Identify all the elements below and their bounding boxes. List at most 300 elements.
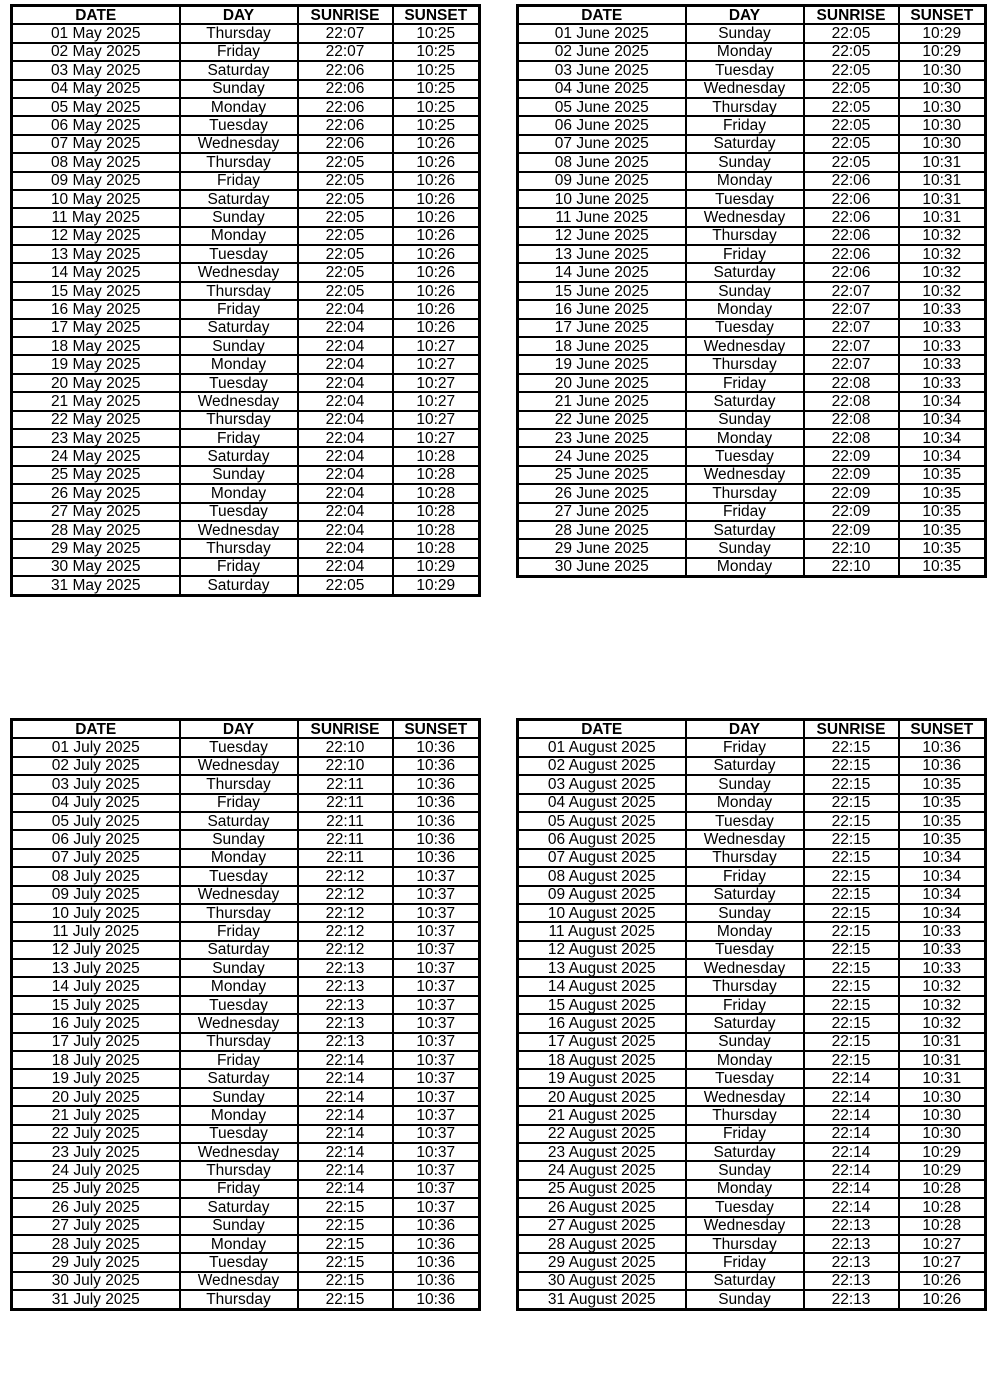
sunset-cell: 10:27 <box>393 429 480 447</box>
sunset-cell: 10:33 <box>899 300 986 318</box>
sunrise-cell: 22:04 <box>298 300 393 318</box>
table-row <box>12 1290 480 1309</box>
day-cell: Sunday <box>180 337 298 355</box>
table-row <box>518 830 986 848</box>
header-date: DATE <box>518 720 686 739</box>
date-cell: 18 August 2025 <box>518 1051 686 1069</box>
table-row <box>518 959 986 977</box>
sunrise-cell: 22:12 <box>298 941 393 959</box>
date-cell: 13 August 2025 <box>518 959 686 977</box>
sunrise-cell: 22:15 <box>804 849 899 867</box>
sunset-cell: 10:31 <box>899 208 986 226</box>
day-cell: Friday <box>180 43 298 61</box>
date-cell: 04 June 2025 <box>518 80 686 98</box>
sunrise-cell: 22:11 <box>298 812 393 830</box>
table-row <box>12 1180 480 1198</box>
table-row <box>518 977 986 995</box>
sunset-cell: 10:34 <box>899 411 986 429</box>
table-row <box>12 977 480 995</box>
sunrise-cell: 22:08 <box>804 429 899 447</box>
day-cell: Wednesday <box>180 1143 298 1161</box>
sunset-cell: 10:36 <box>393 794 480 812</box>
sunset-cell: 10:29 <box>899 1161 986 1179</box>
sunset-cell: 10:28 <box>899 1180 986 1198</box>
sunset-cell: 10:35 <box>899 775 986 793</box>
date-cell: 27 August 2025 <box>518 1217 686 1235</box>
header-row <box>12 6 480 25</box>
date-cell: 04 July 2025 <box>12 794 180 812</box>
sunset-cell: 10:36 <box>393 738 480 756</box>
day-cell: Saturday <box>686 886 804 904</box>
sunset-cell: 10:34 <box>899 429 986 447</box>
table-row <box>518 1161 986 1179</box>
table-row <box>12 1014 480 1032</box>
sunset-cell: 10:26 <box>393 153 480 171</box>
table-row <box>518 812 986 830</box>
day-cell: Monday <box>686 1051 804 1069</box>
sunset-cell: 10:37 <box>393 1014 480 1032</box>
sunrise-cell: 22:15 <box>804 738 899 756</box>
header-sunrise: SUNRISE <box>804 720 899 739</box>
date-cell: 05 July 2025 <box>12 812 180 830</box>
date-cell: 03 July 2025 <box>12 775 180 793</box>
day-cell: Saturday <box>180 576 298 595</box>
day-cell: Wednesday <box>686 1088 804 1106</box>
sun-table-august <box>516 718 987 1311</box>
date-cell: 22 July 2025 <box>12 1125 180 1143</box>
sunset-cell: 10:30 <box>899 61 986 79</box>
table-row <box>518 1217 986 1235</box>
date-cell: 24 July 2025 <box>12 1161 180 1179</box>
date-cell: 30 May 2025 <box>12 558 180 576</box>
sunset-cell: 10:28 <box>393 447 480 465</box>
table-row <box>12 153 480 171</box>
day-cell: Saturday <box>180 447 298 465</box>
sunset-cell: 10:37 <box>393 977 480 995</box>
date-cell: 24 August 2025 <box>518 1161 686 1179</box>
sunset-cell: 10:29 <box>393 558 480 576</box>
day-cell: Thursday <box>180 904 298 922</box>
day-cell: Friday <box>180 794 298 812</box>
table-row <box>518 208 986 226</box>
date-cell: 16 June 2025 <box>518 300 686 318</box>
day-cell: Tuesday <box>686 319 804 337</box>
date-cell: 30 June 2025 <box>518 558 686 577</box>
date-cell: 19 May 2025 <box>12 355 180 373</box>
sunrise-cell: 22:07 <box>804 355 899 373</box>
sunrise-cell: 22:05 <box>804 24 899 42</box>
day-cell: Friday <box>180 558 298 576</box>
sunset-cell: 10:27 <box>899 1235 986 1253</box>
day-cell: Wednesday <box>180 886 298 904</box>
date-cell: 21 August 2025 <box>518 1106 686 1124</box>
date-cell: 15 May 2025 <box>12 282 180 300</box>
sunset-cell: 10:35 <box>899 503 986 521</box>
sunrise-cell: 22:15 <box>804 1051 899 1069</box>
day-cell: Thursday <box>686 1235 804 1253</box>
sunset-cell: 10:25 <box>393 24 480 42</box>
day-cell: Saturday <box>180 812 298 830</box>
day-cell: Thursday <box>180 411 298 429</box>
sunrise-cell: 22:12 <box>298 904 393 922</box>
day-cell: Wednesday <box>686 830 804 848</box>
date-cell: 30 August 2025 <box>518 1272 686 1290</box>
sunrise-cell: 22:04 <box>298 558 393 576</box>
header-date: DATE <box>12 720 180 739</box>
table-row <box>12 775 480 793</box>
day-cell: Tuesday <box>686 447 804 465</box>
sunset-cell: 10:37 <box>393 1033 480 1051</box>
date-cell: 29 July 2025 <box>12 1253 180 1271</box>
date-cell: 03 June 2025 <box>518 61 686 79</box>
day-cell: Saturday <box>686 263 804 281</box>
day-cell: Tuesday <box>180 503 298 521</box>
sunrise-cell: 22:05 <box>804 43 899 61</box>
table-row <box>518 190 986 208</box>
day-cell: Wednesday <box>180 1272 298 1290</box>
day-cell: Sunday <box>686 539 804 557</box>
day-cell: Tuesday <box>180 867 298 885</box>
sunset-cell: 10:37 <box>393 1198 480 1216</box>
day-cell: Wednesday <box>686 208 804 226</box>
sunrise-cell: 22:06 <box>804 227 899 245</box>
date-cell: 02 July 2025 <box>12 757 180 775</box>
header-row <box>518 6 986 25</box>
date-cell: 11 June 2025 <box>518 208 686 226</box>
table-row <box>12 539 480 557</box>
sunset-cell: 10:33 <box>899 922 986 940</box>
sunset-cell: 10:36 <box>393 849 480 867</box>
sunrise-cell: 22:10 <box>804 539 899 557</box>
table-row <box>518 80 986 98</box>
table-row <box>12 521 480 539</box>
day-cell: Friday <box>180 1051 298 1069</box>
sunset-cell: 10:37 <box>393 904 480 922</box>
table-row <box>12 98 480 116</box>
sunset-cell: 10:36 <box>393 1290 480 1309</box>
table-row <box>518 904 986 922</box>
sunset-cell: 10:25 <box>393 80 480 98</box>
day-cell: Monday <box>686 1180 804 1198</box>
date-cell: 05 May 2025 <box>12 98 180 116</box>
table-row <box>12 757 480 775</box>
table-row <box>12 996 480 1014</box>
day-cell: Friday <box>180 922 298 940</box>
day-cell: Monday <box>686 922 804 940</box>
day-cell: Saturday <box>180 1198 298 1216</box>
header-row <box>12 720 480 739</box>
date-cell: 24 May 2025 <box>12 447 180 465</box>
sunrise-cell: 22:05 <box>298 227 393 245</box>
sunrise-cell: 22:15 <box>804 996 899 1014</box>
day-cell: Monday <box>686 300 804 318</box>
sunset-cell: 10:25 <box>393 61 480 79</box>
sunrise-cell: 22:13 <box>804 1272 899 1290</box>
day-cell: Monday <box>180 227 298 245</box>
sunrise-cell: 22:06 <box>804 172 899 190</box>
day-cell: Wednesday <box>686 1217 804 1235</box>
sunset-cell: 10:25 <box>393 116 480 134</box>
sunrise-cell: 22:13 <box>298 977 393 995</box>
day-cell: Monday <box>686 558 804 577</box>
sunrise-cell: 22:07 <box>804 300 899 318</box>
sunset-cell: 10:32 <box>899 1014 986 1032</box>
date-cell: 01 July 2025 <box>12 738 180 756</box>
date-cell: 11 August 2025 <box>518 922 686 940</box>
sunrise-cell: 22:11 <box>298 794 393 812</box>
sunrise-cell: 22:06 <box>804 208 899 226</box>
date-cell: 31 May 2025 <box>12 576 180 595</box>
sun-table-may <box>10 4 481 597</box>
date-cell: 19 June 2025 <box>518 355 686 373</box>
day-cell: Wednesday <box>180 135 298 153</box>
date-cell: 06 July 2025 <box>12 830 180 848</box>
sunset-cell: 10:31 <box>899 1051 986 1069</box>
day-cell: Sunday <box>686 1033 804 1051</box>
table-row <box>12 1106 480 1124</box>
date-cell: 10 May 2025 <box>12 190 180 208</box>
table-row <box>518 1272 986 1290</box>
sunrise-cell: 22:04 <box>298 466 393 484</box>
sunset-cell: 10:26 <box>393 208 480 226</box>
sunrise-cell: 22:11 <box>298 775 393 793</box>
sunrise-cell: 22:14 <box>804 1069 899 1087</box>
day-cell: Sunday <box>180 830 298 848</box>
day-cell: Tuesday <box>686 61 804 79</box>
date-cell: 26 May 2025 <box>12 484 180 502</box>
sunset-cell: 10:25 <box>393 43 480 61</box>
day-cell: Monday <box>686 172 804 190</box>
sunrise-cell: 22:14 <box>298 1051 393 1069</box>
date-cell: 01 August 2025 <box>518 738 686 756</box>
day-cell: Tuesday <box>686 1069 804 1087</box>
day-cell: Saturday <box>686 521 804 539</box>
day-cell: Thursday <box>180 1161 298 1179</box>
sunset-cell: 10:34 <box>899 867 986 885</box>
day-cell: Sunday <box>686 904 804 922</box>
table-row <box>518 227 986 245</box>
table-row <box>518 503 986 521</box>
sunrise-cell: 22:13 <box>298 1014 393 1032</box>
sunset-cell: 10:36 <box>393 1253 480 1271</box>
day-cell: Sunday <box>686 411 804 429</box>
header-sunset: SUNSET <box>393 6 480 25</box>
table-row <box>12 738 480 756</box>
sunrise-cell: 22:04 <box>298 374 393 392</box>
sunrise-cell: 22:06 <box>298 61 393 79</box>
date-cell: 11 May 2025 <box>12 208 180 226</box>
sunrise-cell: 22:14 <box>804 1161 899 1179</box>
date-cell: 12 July 2025 <box>12 941 180 959</box>
table-row <box>518 941 986 959</box>
table-row <box>518 1125 986 1143</box>
sunrise-cell: 22:09 <box>804 447 899 465</box>
table-row <box>518 43 986 61</box>
day-cell: Sunday <box>686 153 804 171</box>
day-cell: Friday <box>180 172 298 190</box>
date-cell: 26 August 2025 <box>518 1198 686 1216</box>
sunrise-cell: 22:15 <box>804 1014 899 1032</box>
table-row <box>518 484 986 502</box>
sunset-cell: 10:28 <box>899 1198 986 1216</box>
sunrise-cell: 22:11 <box>298 830 393 848</box>
sunset-cell: 10:32 <box>899 996 986 1014</box>
table-row <box>12 263 480 281</box>
date-cell: 12 August 2025 <box>518 941 686 959</box>
date-cell: 02 May 2025 <box>12 43 180 61</box>
sunrise-cell: 22:14 <box>298 1143 393 1161</box>
date-cell: 17 August 2025 <box>518 1033 686 1051</box>
sunrise-cell: 22:15 <box>298 1235 393 1253</box>
sunrise-cell: 22:14 <box>804 1125 899 1143</box>
date-cell: 06 August 2025 <box>518 830 686 848</box>
table-row <box>12 429 480 447</box>
table-row <box>12 558 480 576</box>
date-cell: 27 July 2025 <box>12 1217 180 1235</box>
header-date: DATE <box>518 6 686 25</box>
sunset-cell: 10:35 <box>899 521 986 539</box>
day-cell: Thursday <box>180 282 298 300</box>
sunrise-cell: 22:05 <box>298 208 393 226</box>
header-day: DAY <box>686 720 804 739</box>
header-sunset: SUNSET <box>393 720 480 739</box>
day-cell: Sunday <box>180 208 298 226</box>
sunrise-cell: 22:14 <box>298 1125 393 1143</box>
header-sunrise: SUNRISE <box>804 6 899 25</box>
sunset-cell: 10:32 <box>899 263 986 281</box>
date-cell: 30 July 2025 <box>12 1272 180 1290</box>
date-cell: 15 July 2025 <box>12 996 180 1014</box>
table-row <box>12 1143 480 1161</box>
table-row <box>518 282 986 300</box>
sunset-cell: 10:27 <box>393 355 480 373</box>
day-cell: Friday <box>686 503 804 521</box>
date-cell: 25 May 2025 <box>12 466 180 484</box>
sunset-cell: 10:37 <box>393 922 480 940</box>
sunset-cell: 10:35 <box>899 558 986 577</box>
date-cell: 22 August 2025 <box>518 1125 686 1143</box>
sunrise-cell: 22:09 <box>804 503 899 521</box>
sunrise-cell: 22:13 <box>298 996 393 1014</box>
sunset-cell: 10:37 <box>393 1051 480 1069</box>
sunrise-cell: 22:04 <box>298 355 393 373</box>
sunset-cell: 10:37 <box>393 1143 480 1161</box>
date-cell: 24 June 2025 <box>518 447 686 465</box>
sunset-cell: 10:35 <box>899 794 986 812</box>
table-row <box>12 1125 480 1143</box>
date-cell: 22 May 2025 <box>12 411 180 429</box>
table-row <box>518 1235 986 1253</box>
sunset-cell: 10:34 <box>899 886 986 904</box>
table-row <box>12 904 480 922</box>
sunset-cell: 10:36 <box>393 812 480 830</box>
sunrise-cell: 22:07 <box>804 319 899 337</box>
date-cell: 12 June 2025 <box>518 227 686 245</box>
table-row <box>518 794 986 812</box>
date-cell: 23 August 2025 <box>518 1143 686 1161</box>
sunrise-cell: 22:05 <box>804 153 899 171</box>
table-row <box>12 849 480 867</box>
sunset-cell: 10:37 <box>393 1106 480 1124</box>
table-row <box>518 392 986 410</box>
day-cell: Thursday <box>180 1033 298 1051</box>
date-cell: 20 July 2025 <box>12 1088 180 1106</box>
table-row <box>12 576 480 595</box>
date-cell: 23 May 2025 <box>12 429 180 447</box>
sunrise-cell: 22:14 <box>804 1180 899 1198</box>
sunset-cell: 10:37 <box>393 1069 480 1087</box>
sunset-cell: 10:30 <box>899 1088 986 1106</box>
sunrise-cell: 22:05 <box>804 61 899 79</box>
sunset-cell: 10:31 <box>899 172 986 190</box>
date-cell: 23 June 2025 <box>518 429 686 447</box>
sunset-cell: 10:29 <box>393 576 480 595</box>
date-cell: 16 May 2025 <box>12 300 180 318</box>
day-cell: Sunday <box>180 959 298 977</box>
sunset-cell: 10:27 <box>393 392 480 410</box>
sunrise-cell: 22:04 <box>298 411 393 429</box>
sunset-cell: 10:25 <box>393 98 480 116</box>
day-cell: Monday <box>686 429 804 447</box>
sunset-cell: 10:37 <box>393 959 480 977</box>
table-row <box>518 757 986 775</box>
day-cell: Saturday <box>180 1069 298 1087</box>
day-cell: Sunday <box>686 1290 804 1309</box>
day-cell: Saturday <box>180 61 298 79</box>
day-cell: Friday <box>686 374 804 392</box>
sunset-cell: 10:36 <box>393 1235 480 1253</box>
header-sunrise: SUNRISE <box>298 6 393 25</box>
sunset-cell: 10:27 <box>899 1253 986 1271</box>
sunset-cell: 10:36 <box>393 1217 480 1235</box>
header-row <box>518 720 986 739</box>
date-cell: 31 August 2025 <box>518 1290 686 1309</box>
sunset-cell: 10:36 <box>393 757 480 775</box>
table-row <box>12 190 480 208</box>
sunrise-cell: 22:15 <box>804 757 899 775</box>
date-cell: 28 July 2025 <box>12 1235 180 1253</box>
table-row <box>518 429 986 447</box>
date-cell: 20 August 2025 <box>518 1088 686 1106</box>
sunrise-cell: 22:04 <box>298 392 393 410</box>
day-cell: Saturday <box>180 190 298 208</box>
date-cell: 27 May 2025 <box>12 503 180 521</box>
sunset-cell: 10:35 <box>899 466 986 484</box>
sunset-cell: 10:35 <box>899 539 986 557</box>
day-cell: Thursday <box>686 977 804 995</box>
day-cell: Saturday <box>180 319 298 337</box>
sunset-cell: 10:36 <box>899 757 986 775</box>
table-row <box>518 355 986 373</box>
sunset-cell: 10:26 <box>393 245 480 263</box>
date-cell: 25 July 2025 <box>12 1180 180 1198</box>
date-cell: 07 August 2025 <box>518 849 686 867</box>
day-cell: Tuesday <box>180 1125 298 1143</box>
table-row <box>518 374 986 392</box>
table-row <box>518 1253 986 1271</box>
day-cell: Wednesday <box>180 263 298 281</box>
date-cell: 29 August 2025 <box>518 1253 686 1271</box>
day-cell: Friday <box>686 1125 804 1143</box>
date-cell: 15 June 2025 <box>518 282 686 300</box>
date-cell: 14 May 2025 <box>12 263 180 281</box>
date-cell: 16 August 2025 <box>518 1014 686 1032</box>
date-cell: 14 June 2025 <box>518 263 686 281</box>
sunrise-cell: 22:05 <box>298 245 393 263</box>
table-row <box>12 830 480 848</box>
date-cell: 07 June 2025 <box>518 135 686 153</box>
day-cell: Wednesday <box>180 392 298 410</box>
